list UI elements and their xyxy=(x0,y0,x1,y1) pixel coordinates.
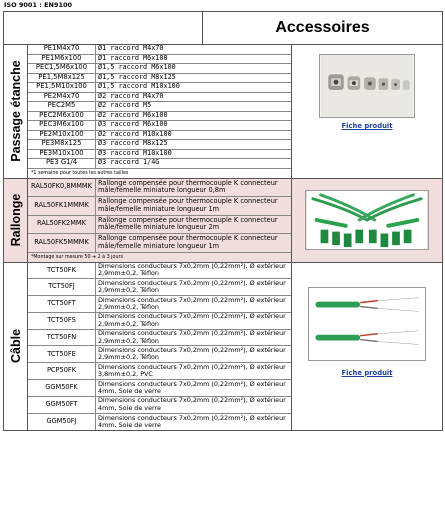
section-cable xyxy=(4,263,442,431)
product-code: RAL50FK1MMMK xyxy=(28,197,96,215)
section-rallonge xyxy=(4,179,442,263)
section-label: Rallonge xyxy=(8,193,23,247)
product-description: Ø3 raccord M8x125 xyxy=(98,139,168,148)
product-code: TCT50FT xyxy=(28,296,96,312)
product-description: Dimensions conducteurs 7x0,2mm (0,22mm²), Ø extérieur 2,9mm±0,2, Téflon xyxy=(98,346,286,362)
passage-rows xyxy=(28,45,292,178)
product-code: TCT50FN xyxy=(28,330,96,346)
product-description: Ø1 raccord M6x100 xyxy=(98,53,168,62)
cable-rows xyxy=(28,263,292,431)
cable-diagram xyxy=(308,287,426,361)
product-description: Ø3 raccord M10x100 xyxy=(98,148,172,157)
lead-time-note: *1 semaine pour toutes les autres tailles xyxy=(31,170,129,176)
lead-time-note: *Montage sur mesure 50 ➔ 2 à 3 jours xyxy=(31,254,123,260)
table-row xyxy=(28,159,291,169)
iso-certification: ISO 9001 : EN9100 xyxy=(4,1,73,9)
table-row xyxy=(28,346,291,363)
section-passage-etanche xyxy=(4,45,442,179)
product-description: Dimensions conducteurs 7x0,2mm (0,22mm²), Ø extérieur 4mm, Soie de verre xyxy=(98,379,286,395)
product-description: Ø2 raccord M6x100 xyxy=(98,110,168,119)
product-code: PE2M4x70 xyxy=(28,93,96,102)
product-code: RAL50FK2MMK xyxy=(28,216,96,234)
table-row xyxy=(28,380,291,397)
product-description: Dimensions conducteurs 7x0,2mm (0,22mm²), Ø extérieur 3,8mm±0,2, PVC xyxy=(98,362,286,379)
product-description: Dimensions conducteurs 7x0,2mm (0,22mm²), Ø extérieur 2,9mm±0,2, Téflon xyxy=(98,329,286,345)
accessories-table xyxy=(3,11,443,431)
extension-cables-photo xyxy=(305,190,429,250)
product-code: TCT50FK xyxy=(28,263,96,279)
product-code: PE1,5M10x100 xyxy=(28,83,96,92)
cable-media xyxy=(292,263,442,431)
passage-media xyxy=(292,45,442,178)
product-code: TCT50FE xyxy=(28,346,96,362)
product-description: Ø1 raccord M4x70 xyxy=(98,44,164,53)
product-description: Ø1,5 raccord M8x125 xyxy=(98,72,176,81)
section-label: Câble xyxy=(8,329,23,364)
section-label-cell xyxy=(4,45,28,178)
product-code: PE1M4x70 xyxy=(28,45,96,54)
product-code: PE1,5M8x125 xyxy=(28,74,96,83)
product-code: PEC2M5 xyxy=(28,102,96,111)
product-sheet-link[interactable]: Fiche produit xyxy=(341,368,393,377)
product-description: Rallonge compensée pour thermocouple K connecteur mâle/femelle miniature longueur 0,8m xyxy=(98,178,278,195)
page-title: Accessoires xyxy=(275,19,370,36)
product-description: Ø1,5 raccord M6x100 xyxy=(98,63,176,72)
product-description: Dimensions conducteurs 7x0,2mm (0,22mm²), Ø extérieur 4mm, Soie de verre xyxy=(98,413,286,430)
product-code: GGM50FJ xyxy=(28,414,96,431)
product-description: Dimensions conducteurs 7x0,2mm (0,22mm²), Ø extérieur 4mm, Soie de verre xyxy=(98,396,286,412)
header-blank-cell xyxy=(4,12,203,44)
table-row xyxy=(28,330,291,347)
product-description: Ø3 raccord M6x100 xyxy=(98,120,168,129)
product-description: Dimensions conducteurs 7x0,2mm (0,22mm²), Ø extérieur 2,9mm±0,2, Téflon xyxy=(98,312,286,328)
product-code: PE3M10x100 xyxy=(28,150,96,159)
product-description: Ø2 raccord M5 xyxy=(98,101,152,110)
table-row xyxy=(28,179,291,198)
table-row xyxy=(28,216,291,235)
table-row xyxy=(28,263,291,280)
product-code: PEC1,5M6x100 xyxy=(28,64,96,73)
section-label-cell xyxy=(4,263,28,431)
product-code: PCP50FK xyxy=(28,363,96,379)
fittings-photo xyxy=(319,54,415,118)
table-row xyxy=(28,234,291,253)
table-row xyxy=(28,363,291,380)
product-sheet-link[interactable]: Fiche produit xyxy=(341,122,393,130)
product-description: Rallonge compensée pour thermocouple K connecteur mâle/femelle miniature longueur 2m xyxy=(98,215,278,232)
product-code: PE2M10x100 xyxy=(28,131,96,140)
table-row xyxy=(28,279,291,296)
product-description: Ø2 raccord M4x70 xyxy=(98,91,164,100)
table-row xyxy=(28,197,291,216)
table-row xyxy=(28,397,291,414)
rallonge-media xyxy=(292,179,442,262)
section-label-cell xyxy=(4,179,28,262)
section-label: Passage étanche xyxy=(8,60,23,162)
product-code: PE3 G1/4 xyxy=(28,159,96,168)
product-description: Dimensions conducteurs 7x0,2mm (0,22mm²), Ø extérieur 2,9mm±0,2, Téflon xyxy=(98,262,286,278)
table-header xyxy=(4,12,442,45)
product-description: Ø1,5 raccord M10x100 xyxy=(98,82,180,91)
product-description: Ø3 raccord 1/4G xyxy=(98,158,160,167)
product-code: TCT50FS xyxy=(28,313,96,329)
table-row xyxy=(28,313,291,330)
table-row xyxy=(28,296,291,313)
product-description: Rallonge compensée pour thermocouple K connecteur mâle/femelle miniature longueur 1m xyxy=(98,197,278,213)
product-code: RAL50FK0,8MMMK xyxy=(28,179,96,197)
table-row xyxy=(28,414,291,431)
rallonge-rows xyxy=(28,179,292,262)
product-code: PEC2M6x100 xyxy=(28,112,96,121)
product-code: GGM50FT xyxy=(28,397,96,413)
product-code: TCT50FJ xyxy=(28,279,96,295)
product-description: Rallonge compensée pour thermocouple K connecteur mâle/femelle miniature longueur 1m xyxy=(98,234,278,250)
product-code: GGM50FK xyxy=(28,380,96,396)
product-code: PEC3M6x100 xyxy=(28,121,96,130)
product-description: Dimensions conducteurs 7x0,2mm (0,22mm²), Ø extérieur 2,9mm±0,2, Téflon xyxy=(98,278,286,295)
product-code: PE3M8x125 xyxy=(28,140,96,149)
product-code: RAL50FK5MMMK xyxy=(28,234,96,252)
product-description: Ø2 raccord M10x100 xyxy=(98,129,172,138)
product-description: Dimensions conducteurs 7x0,2mm (0,22mm²), Ø extérieur 2,9mm±0,2, Téflon xyxy=(98,295,286,311)
product-code: PE1M6x100 xyxy=(28,55,96,64)
